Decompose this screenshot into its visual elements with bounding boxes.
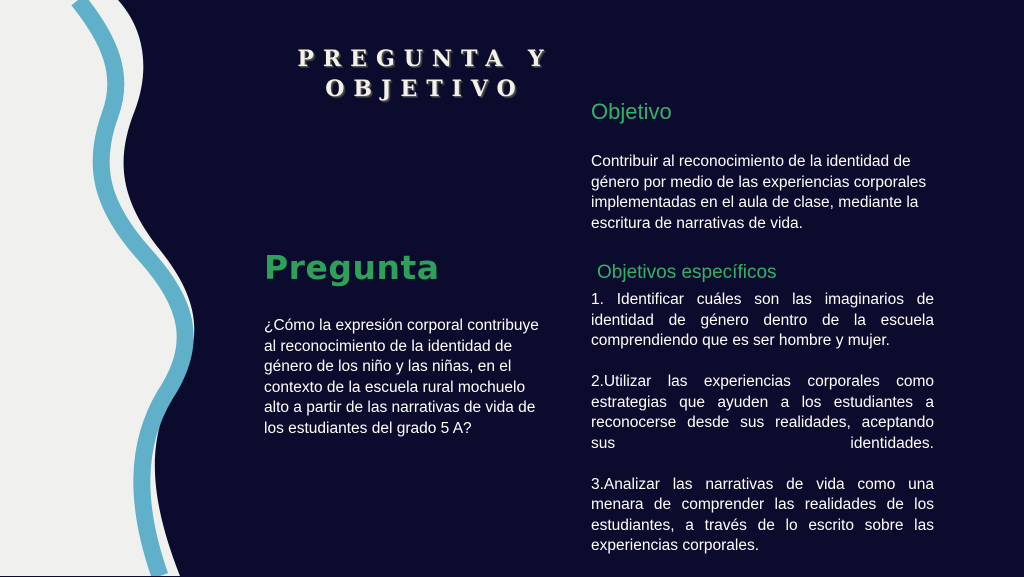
slide-title: PREGUNTA Y OBJETIVO: [297, 46, 553, 102]
objetivo-text: Contribuir al reconocimiento de la identidad de género por medio de las experiencias corporales implementadas en el aula de clase, mediante la escritura de narrativas de vida.: [591, 153, 927, 232]
objetivo-especifico-item: 1. Identificar cuáles son las imaginarios de identidad de género dentro de la escuela comprendiendo que es ser hombre y mujer.: [591, 291, 934, 349]
objetivo-especifico-item: 2.Utilizar las experiencias corporales como estrategias que ayuden a los estudiantes a reconocerse desde sus realidades, aceptando sus identidades.: [591, 373, 934, 452]
objetivos-especificos-heading: Objetivos específicos: [597, 262, 777, 283]
pregunta-text: ¿Cómo la expresión corporal contribuye al reconocimiento de la identidad de género de los niño y las niñas, en el contexto de la escuela rural mochuelo alto a partir de las narrativas de vida de los estudiantes del grado 5 A?: [264, 317, 539, 437]
objetivo-especifico-item: 3.Analizar las narrativas de vida como una menara de comprender las realidades de los estudiantes, a través de lo escrito sobre las experiencias corporales.: [591, 475, 934, 554]
objetivo-heading: Objetivo: [591, 99, 672, 124]
pregunta-heading: Pregunta: [264, 248, 440, 287]
objetivos-especificos-list: [591, 290, 934, 577]
